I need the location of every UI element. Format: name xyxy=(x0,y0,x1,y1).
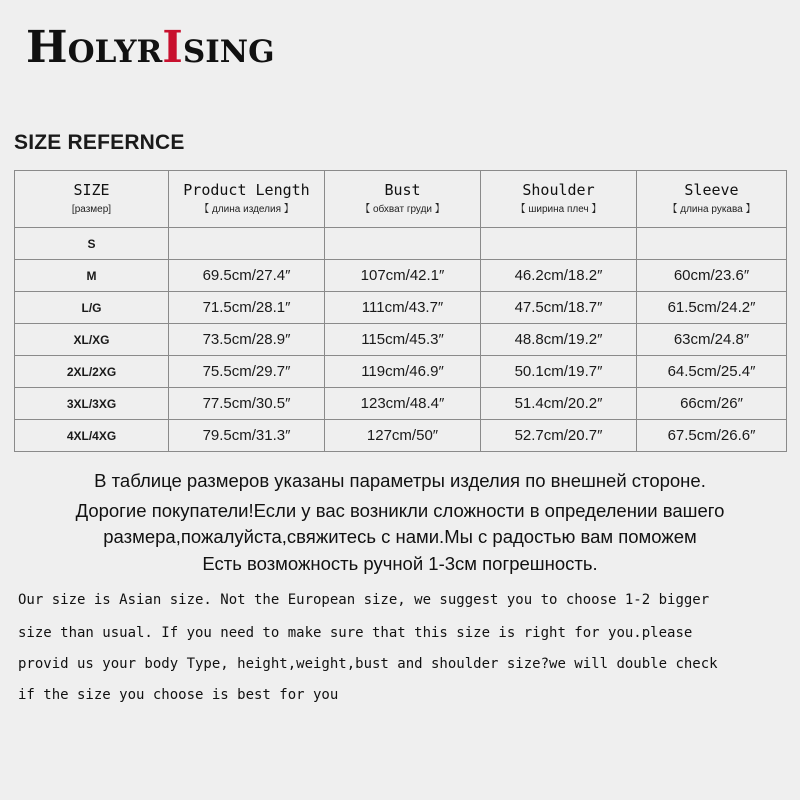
table-cell-sleeve: 66cm/26″ xyxy=(637,388,787,420)
russian-note-line-4: Есть возможность ручной 1-3см погрешность. xyxy=(202,553,598,574)
english-note-line-3: provid us your body Type, height,weight,bust and shoulder size?we will double check xyxy=(18,656,718,672)
table-cell-bust xyxy=(325,228,481,260)
size-table xyxy=(14,170,787,452)
table-cell-sleeve: 64.5cm/25.4″ xyxy=(637,356,787,388)
english-note-line-1: Our size is Asian size. Not the European size, we suggest you to choose 1-2 bigger xyxy=(18,592,710,608)
column-header-length: Product Length 【 длина изделия 】 xyxy=(169,171,325,228)
table-cell-size: S xyxy=(15,228,169,260)
table-cell-bust: 115cm/45.3″ xyxy=(325,324,481,356)
table-cell-length: 79.5cm/31.3″ xyxy=(169,420,325,452)
column-header-sleeve: Sleeve 【 длина рукава 】 xyxy=(637,171,787,228)
table-cell-sleeve: 67.5cm/26.6″ xyxy=(637,420,787,452)
table-cell-size: XL/XG xyxy=(15,324,169,356)
table-cell-length: 75.5cm/29.7″ xyxy=(169,356,325,388)
table-cell-size: 3XL/3XG xyxy=(15,388,169,420)
logo-letters-olyr: OLYR xyxy=(67,34,163,70)
table-header-row xyxy=(15,171,787,228)
table-cell-shoulder xyxy=(481,228,637,260)
section-title: SIZE REFERNCE xyxy=(14,131,185,154)
table-cell-shoulder: 52.7cm/20.7″ xyxy=(481,420,637,452)
table-row xyxy=(15,228,787,260)
english-note-line-2: size than usual. If you need to make sure that this size is right for you.please xyxy=(18,625,693,641)
table-cell-bust: 123cm/48.4″ xyxy=(325,388,481,420)
table-cell-bust: 107cm/42.1″ xyxy=(325,260,481,292)
column-header-shoulder: Shoulder 【 ширина плеч 】 xyxy=(481,171,637,228)
table-row xyxy=(15,260,787,292)
table-row xyxy=(15,388,787,420)
russian-note-line-3: размера,пожалуйста,свяжитесь с нами.Мы с радостью вам поможем xyxy=(103,526,697,547)
table-cell-size: 4XL/4XG xyxy=(15,420,169,452)
table-cell-length xyxy=(169,228,325,260)
russian-note-line-1: В таблице размеров указаны параметры изделия по внешней стороне. xyxy=(94,470,706,491)
table-cell-bust: 119cm/46.9″ xyxy=(325,356,481,388)
table-cell-length: 69.5cm/27.4″ xyxy=(169,260,325,292)
english-note-line-4: if the size you choose is best for you xyxy=(18,687,339,703)
table-cell-sleeve: 61.5cm/24.2″ xyxy=(637,292,787,324)
table-row xyxy=(15,292,787,324)
brand-logo xyxy=(26,22,275,73)
table-cell-sleeve: 63cm/24.8″ xyxy=(637,324,787,356)
table-cell-shoulder: 48.8cm/19.2″ xyxy=(481,324,637,356)
table-cell-shoulder: 46.2cm/18.2″ xyxy=(481,260,637,292)
table-cell-length: 71.5cm/28.1″ xyxy=(169,292,325,324)
table-cell-sleeve xyxy=(637,228,787,260)
table-cell-length: 73.5cm/28.9″ xyxy=(169,324,325,356)
logo-letter-h: H xyxy=(26,22,68,73)
table-cell-length: 77.5cm/30.5″ xyxy=(169,388,325,420)
table-cell-size: 2XL/2XG xyxy=(15,356,169,388)
table-cell-bust: 111cm/43.7″ xyxy=(325,292,481,324)
table-cell-size: L/G xyxy=(15,292,169,324)
table-cell-shoulder: 47.5cm/18.7″ xyxy=(481,292,637,324)
logo-letters-sing: SING xyxy=(182,34,275,70)
column-header-size: SIZE [размер] xyxy=(15,171,169,228)
table-cell-shoulder: 50.1cm/19.7″ xyxy=(481,356,637,388)
table-row xyxy=(15,420,787,452)
russian-note-line-2: Дорогие покупатели!Если у вас возникли сложности в определении вашего xyxy=(75,500,725,521)
table-cell-shoulder: 51.4cm/20.2″ xyxy=(481,388,637,420)
table-row xyxy=(15,324,787,356)
logo-letter-i: I xyxy=(162,22,183,73)
table-cell-size: M xyxy=(15,260,169,292)
table-cell-bust: 127cm/50″ xyxy=(325,420,481,452)
table-row xyxy=(15,356,787,388)
column-header-bust: Bust 【 обхват груди 】 xyxy=(325,171,481,228)
table-cell-sleeve: 60cm/23.6″ xyxy=(637,260,787,292)
